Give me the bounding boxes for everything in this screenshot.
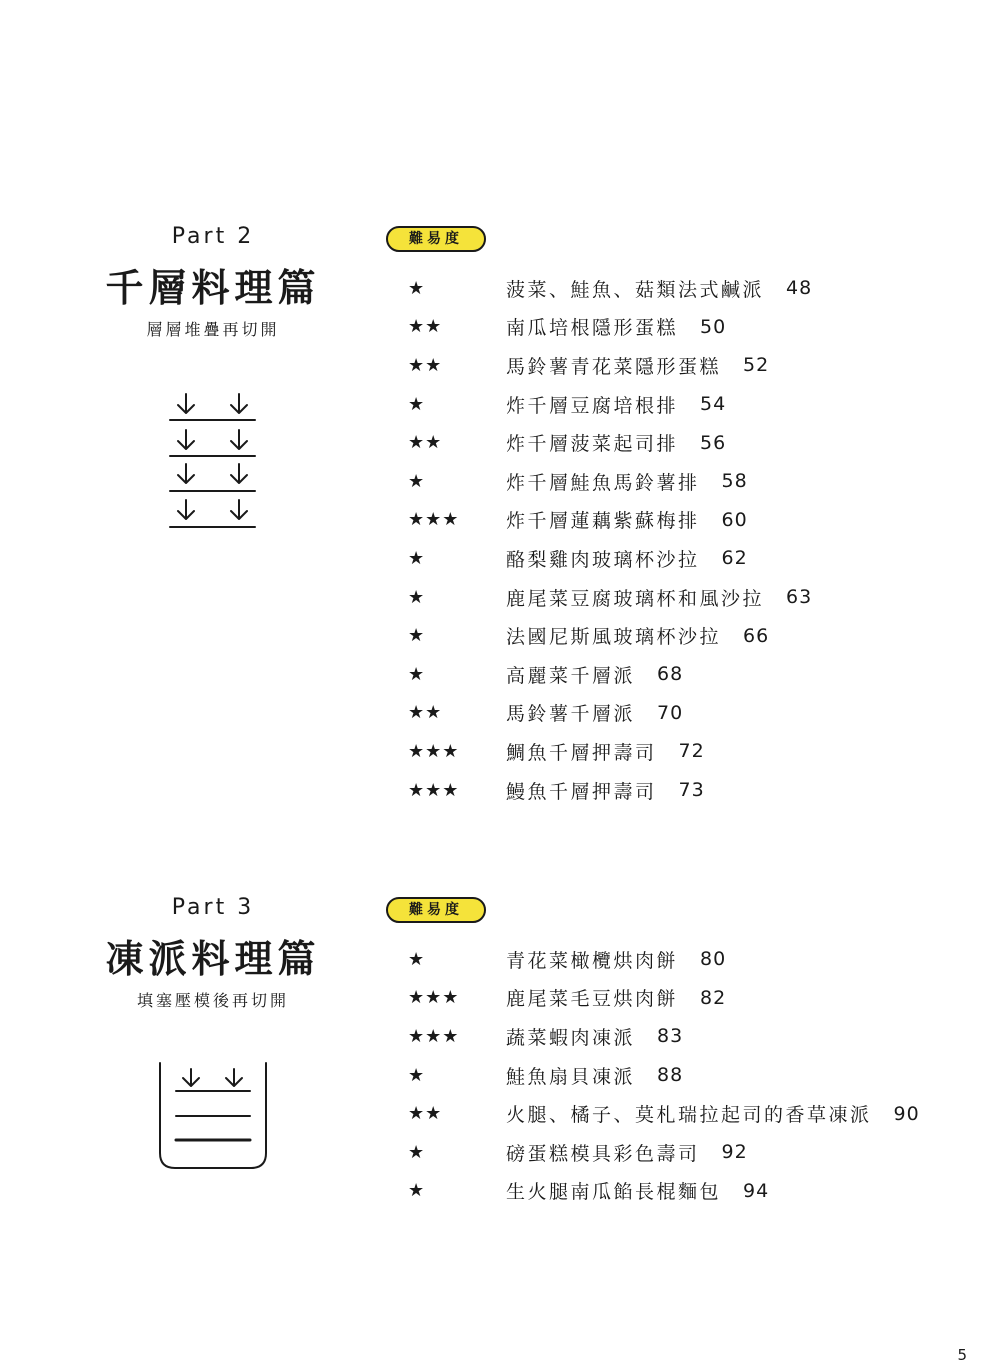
recipe-title: 炸千層豆腐培根排: [506, 394, 679, 417]
difficulty-stars: ★★★: [408, 779, 460, 801]
recipe-title: 炸千層蓮藕紫蘇梅排: [506, 510, 700, 533]
recipe-page-number: 60: [721, 508, 748, 531]
difficulty-stars: ★: [408, 586, 426, 608]
part-subtitle: 填塞壓模後再切開: [136, 991, 289, 1010]
difficulty-stars: ★★★: [408, 987, 460, 1009]
toc-entry: [408, 539, 968, 578]
difficulty-stars: ★: [408, 470, 426, 492]
recipe-page-number: 48: [786, 277, 813, 300]
difficulty-stars: ★★: [408, 432, 443, 454]
toc-entry: [408, 385, 968, 424]
toc-entries: [408, 940, 968, 1210]
mold-press-arrows-icon: [158, 1061, 268, 1175]
toc-entry: [408, 462, 968, 501]
recipe-title: 馬鈴薯千層派: [506, 703, 636, 726]
toc-entry: [408, 1172, 968, 1211]
difficulty-stars: ★★: [408, 354, 443, 376]
recipe-page-number: 82: [700, 986, 727, 1009]
recipe-title: 鰻魚千層押壽司: [506, 780, 657, 803]
recipe-title: 菠菜、鮭魚、菇類法式鹹派: [506, 278, 765, 301]
difficulty-stars: ★★★: [408, 509, 460, 531]
difficulty-stars: ★: [408, 625, 426, 647]
recipe-title: 馬鈴薯青花菜隱形蛋糕: [506, 355, 722, 378]
difficulty-stars: ★★: [408, 702, 443, 724]
difficulty-stars: ★★★: [408, 740, 460, 762]
recipe-page-number: 50: [700, 315, 727, 338]
toc-entry: [408, 1133, 968, 1172]
page-number: 5: [957, 1346, 967, 1364]
part-subtitle: 層層堆疊再切開: [146, 320, 280, 339]
toc-entry: [408, 423, 968, 462]
toc-entry: [408, 771, 968, 810]
part-title: 千層料理篇: [105, 266, 321, 310]
difficulty-stars: ★★★: [408, 1025, 460, 1047]
difficulty-stars: ★: [408, 393, 426, 415]
recipe-page-number: 58: [721, 470, 748, 493]
recipe-page-number: 52: [743, 354, 770, 377]
part-title: 凍派料理篇: [105, 937, 321, 981]
toc-entry: [408, 578, 968, 617]
toc-entry: [408, 732, 968, 771]
difficulty-stars: ★: [408, 948, 426, 970]
toc-entries: [408, 269, 968, 809]
section-heading: [100, 222, 326, 340]
toc-entry: [408, 308, 968, 347]
recipe-page-number: 54: [700, 393, 727, 416]
toc-entry: [408, 1056, 968, 1095]
toc-entry: [408, 616, 968, 655]
recipe-title: 鮭魚扇貝凍派: [506, 1065, 636, 1088]
recipe-page-number: 66: [743, 624, 770, 647]
recipe-title: 生火腿南瓜餡長棍麵包: [506, 1181, 722, 1204]
recipe-page-number: 72: [678, 740, 705, 763]
recipe-page-number: 63: [786, 586, 813, 609]
recipe-title: 南瓜培根隱形蛋糕: [506, 317, 679, 340]
difficulty-badge: 難易度: [386, 897, 486, 923]
recipe-page-number: 88: [657, 1064, 684, 1087]
toc-entry: [408, 501, 968, 540]
recipe-page-number: 80: [700, 948, 727, 971]
difficulty-stars: ★★: [408, 1103, 443, 1125]
difficulty-stars: ★: [408, 277, 426, 299]
difficulty-stars: ★★: [408, 316, 443, 338]
recipe-title: 青花菜橄欖烘肉餅: [506, 949, 679, 972]
recipe-title: 法國尼斯風玻璃杯沙拉: [506, 626, 722, 649]
recipe-page-number: 92: [721, 1141, 748, 1164]
difficulty-badge: 難易度: [386, 226, 486, 252]
recipe-title: 炸千層菠菜起司排: [506, 433, 679, 456]
recipe-page-number: 83: [657, 1025, 684, 1048]
toc-entry: [408, 1094, 968, 1133]
recipe-title: 鹿尾菜毛豆烘肉餅: [506, 988, 679, 1011]
recipe-page-number: 94: [743, 1179, 770, 1202]
toc-entry: [408, 694, 968, 733]
recipe-title: 高麗菜千層派: [506, 664, 636, 687]
toc-entry: [408, 979, 968, 1018]
recipe-page-number: 68: [657, 663, 684, 686]
recipe-title: 酪梨雞肉玻璃杯沙拉: [506, 548, 700, 571]
part-label: Part 2: [171, 224, 255, 249]
recipe-page-number: 56: [700, 431, 727, 454]
recipe-title: 炸千層鮭魚馬鈴薯排: [506, 471, 700, 494]
toc-entry: [408, 346, 968, 385]
difficulty-stars: ★: [408, 1180, 426, 1202]
part-label: Part 3: [171, 895, 255, 920]
recipe-page-number: 70: [657, 701, 684, 724]
recipe-title: 火腿、橘子、莫札瑞拉起司的香草凍派: [506, 1104, 872, 1127]
recipe-page-number: 62: [721, 547, 748, 570]
recipe-title: 蔬菜蝦肉凍派: [506, 1026, 636, 1049]
difficulty-stars: ★: [408, 1064, 426, 1086]
toc-entry: [408, 940, 968, 979]
stacked-layers-arrows-icon: [168, 390, 258, 539]
recipe-title: 鹿尾菜豆腐玻璃杯和風沙拉: [506, 587, 765, 610]
toc-entry: [408, 1017, 968, 1056]
section-heading: [100, 893, 326, 1011]
difficulty-stars: ★: [408, 547, 426, 569]
difficulty-stars: ★: [408, 663, 426, 685]
recipe-title: 鯛魚千層押壽司: [506, 741, 657, 764]
recipe-page-number: 90: [893, 1102, 920, 1125]
toc-entry: [408, 269, 968, 308]
recipe-page-number: 73: [678, 779, 705, 802]
toc-entry: [408, 655, 968, 694]
difficulty-stars: ★: [408, 1141, 426, 1163]
recipe-title: 磅蛋糕模具彩色壽司: [506, 1142, 700, 1165]
